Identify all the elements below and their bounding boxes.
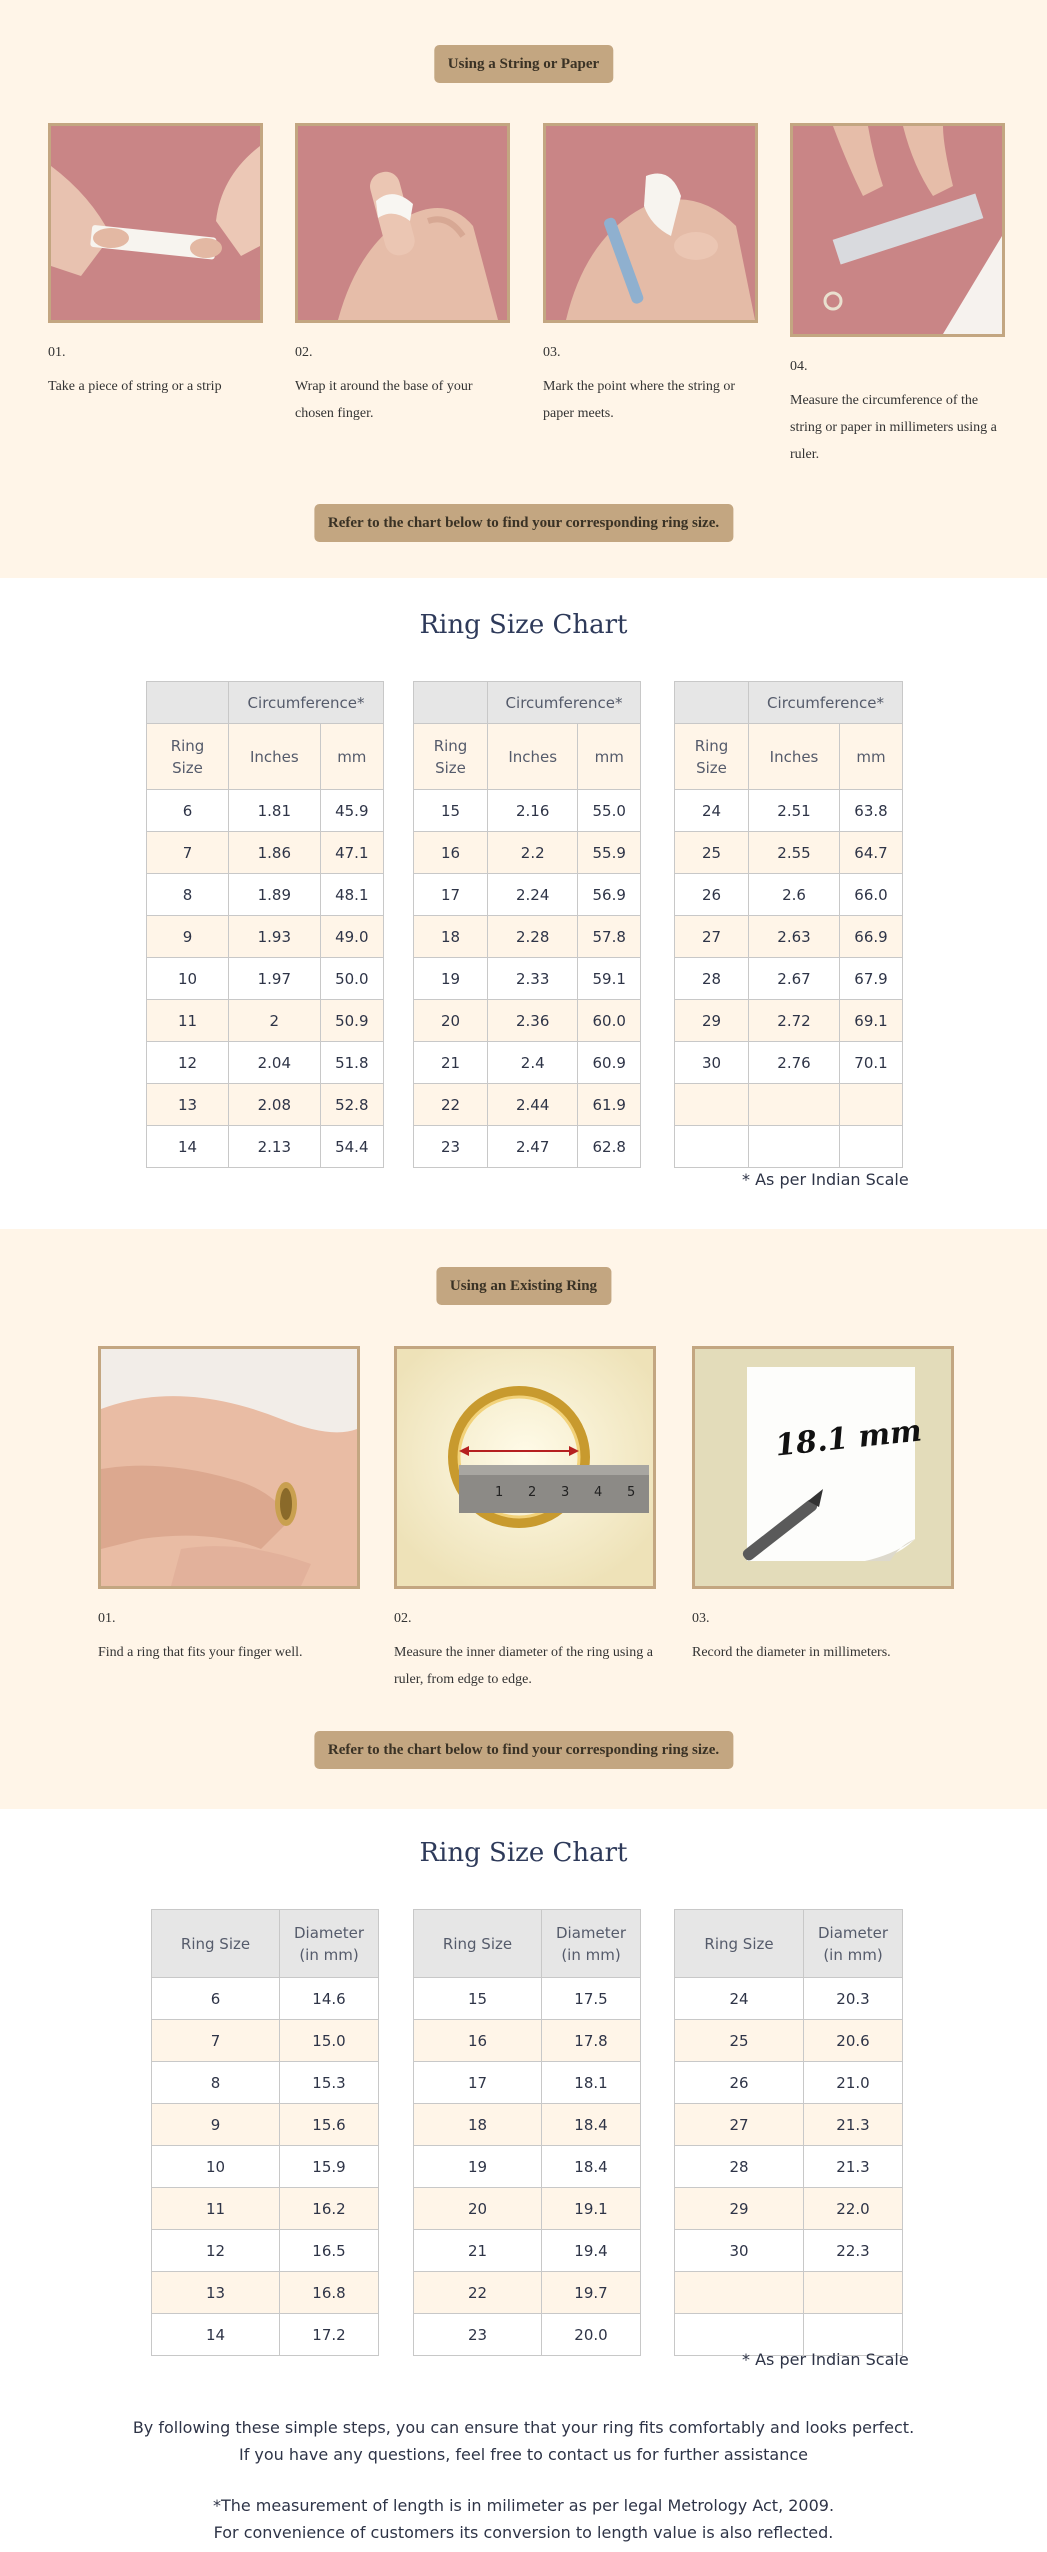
table-cell: 66.9 <box>840 916 903 958</box>
table-row <box>414 874 641 916</box>
table-cell: 15.0 <box>280 2020 379 2062</box>
chart-title: Ring Size Chart <box>419 610 628 640</box>
table-cell: 2.28 <box>488 916 578 958</box>
table-cell: 6 <box>152 1978 280 2020</box>
diameter-header-line2: (in mm) <box>299 1945 359 1964</box>
table-cell: 67.9 <box>840 958 903 1000</box>
table-cell: 49.0 <box>320 916 383 958</box>
table-cell: 2.08 <box>229 1084 321 1126</box>
table-cell: 10 <box>152 2146 280 2188</box>
table-row <box>675 2020 903 2062</box>
table-cell: 50.9 <box>320 1000 383 1042</box>
table-cell: 24 <box>675 1978 804 2020</box>
table-row <box>414 1000 641 1042</box>
ruler-mark-2: 2 <box>528 1485 537 1500</box>
table-row <box>414 916 641 958</box>
step-number: 01. <box>98 1611 116 1626</box>
ruler-mark-5: 5 <box>627 1485 636 1500</box>
table-cell: 61.9 <box>578 1084 641 1126</box>
ring-size-header: Ring Size <box>675 1910 804 1978</box>
table-cell: 2.04 <box>229 1042 321 1084</box>
diameter-header <box>280 1910 379 1978</box>
table-cell: 22.3 <box>804 2230 903 2272</box>
table-cell: 18 <box>414 916 488 958</box>
table-cell: 7 <box>147 832 229 874</box>
table-cell: 1.81 <box>229 790 321 832</box>
table-row <box>414 2020 641 2062</box>
table-cell: 28 <box>675 958 749 1000</box>
table-row <box>152 2104 379 2146</box>
ruler-mark-3: 3 <box>561 1485 570 1500</box>
table-row <box>414 790 641 832</box>
step-number: 03. <box>692 1611 710 1626</box>
step-text: Measure the inner diameter of the ring using a ruler, from edge to edge. <box>394 1645 653 1687</box>
corner-cell <box>414 682 488 724</box>
table-row <box>414 1126 641 1168</box>
table-cell: 17.8 <box>542 2020 641 2062</box>
step-text: Record the diameter in millimeters. <box>692 1645 891 1660</box>
string-step-3 <box>543 123 758 427</box>
table-cell: 6 <box>147 790 229 832</box>
table-cell: 2 <box>229 1000 321 1042</box>
table-cell: 18.1 <box>542 2062 641 2104</box>
table-row <box>147 1084 384 1126</box>
table-cell: 2.44 <box>488 1084 578 1126</box>
diameter-header <box>804 1910 903 1978</box>
table-cell: 9 <box>147 916 229 958</box>
table-cell: 21.0 <box>804 2062 903 2104</box>
table-cell: 66.0 <box>840 874 903 916</box>
ring-size-header: Ring Size <box>152 1910 280 1978</box>
circumference-table-2 <box>413 681 641 1168</box>
table-row <box>414 1978 641 2020</box>
table-cell: 47.1 <box>320 832 383 874</box>
table-row <box>414 2146 641 2188</box>
table-cell: 2.24 <box>488 874 578 916</box>
table-cell: 2.63 <box>749 916 840 958</box>
table-row <box>675 1126 903 1168</box>
table-cell: 24 <box>675 790 749 832</box>
table-cell: 59.1 <box>578 958 641 1000</box>
table-cell <box>675 1126 749 1168</box>
table-cell: 64.7 <box>840 832 903 874</box>
table-cell: 8 <box>152 2062 280 2104</box>
step-text: Wrap it around the base of your chosen finger. <box>295 379 473 421</box>
table-cell <box>675 1084 749 1126</box>
circumference-header: Circumference* <box>488 682 641 724</box>
table-cell: 16 <box>414 2020 542 2062</box>
table-cell: 27 <box>675 2104 804 2146</box>
table-cell: 25 <box>675 832 749 874</box>
table-cell <box>804 2272 903 2314</box>
table-cell: 19 <box>414 2146 542 2188</box>
table-cell: 70.1 <box>840 1042 903 1084</box>
ring-step-2 <box>394 1346 656 1693</box>
mm-header: mm <box>578 724 641 790</box>
table-cell: 20 <box>414 1000 488 1042</box>
table-cell <box>675 2272 804 2314</box>
table-row <box>147 958 384 1000</box>
table-cell: 14 <box>152 2314 280 2356</box>
table-cell: 9 <box>152 2104 280 2146</box>
table-cell: 7 <box>152 2020 280 2062</box>
indian-scale-note: * As per Indian Scale <box>742 1170 909 1189</box>
table-row <box>152 2062 379 2104</box>
table-cell: 15 <box>414 1978 542 2020</box>
indian-scale-note: * As per Indian Scale <box>742 2350 909 2369</box>
step-photo-wrap-finger <box>295 123 510 323</box>
refer-chart-banner: Refer to the chart below to find your corresponding ring size. <box>314 504 733 542</box>
table-cell: 63.8 <box>840 790 903 832</box>
table-row <box>675 2104 903 2146</box>
table-cell: 55.0 <box>578 790 641 832</box>
table-row <box>675 916 903 958</box>
diameter-table-1 <box>151 1909 379 2356</box>
table-cell: 2.33 <box>488 958 578 1000</box>
ring-step-1 <box>98 1346 360 1666</box>
diameter-header <box>542 1910 641 1978</box>
table-cell: 16.8 <box>280 2272 379 2314</box>
string-method-heading: Using a String or Paper <box>434 45 613 83</box>
step-photo-ring-ruler <box>394 1346 656 1589</box>
table-cell: 48.1 <box>320 874 383 916</box>
table-cell: 21.3 <box>804 2146 903 2188</box>
corner-cell <box>147 682 229 724</box>
table-cell: 2.6 <box>749 874 840 916</box>
table-cell: 22 <box>414 2272 542 2314</box>
footer-help-text <box>0 2414 1047 2468</box>
existing-ring-heading: Using an Existing Ring <box>436 1267 611 1305</box>
table-cell: 19 <box>414 958 488 1000</box>
table-cell: 22.0 <box>804 2188 903 2230</box>
table-cell: 14 <box>147 1126 229 1168</box>
table-cell: 2.13 <box>229 1126 321 1168</box>
diameter-header-line2: (in mm) <box>561 1945 621 1964</box>
step-text: Measure the circumference of the string or paper in millimeters using a ruler. <box>790 393 997 462</box>
ring-size-header: Ring Size <box>675 724 749 790</box>
circumference-header: Circumference* <box>749 682 903 724</box>
diameter-table-3 <box>674 1909 903 2356</box>
step-photo-string-strip <box>48 123 263 323</box>
table-cell: 11 <box>147 1000 229 1042</box>
table-cell: 52.8 <box>320 1084 383 1126</box>
ruler-mark-4: 4 <box>594 1485 603 1500</box>
circumference-table-3 <box>674 681 903 1168</box>
table-cell: 29 <box>675 1000 749 1042</box>
diameter-header-line1: Diameter <box>817 1923 889 1942</box>
table-cell: 22 <box>414 1084 488 1126</box>
table-cell <box>840 1084 903 1126</box>
table-cell: 2.36 <box>488 1000 578 1042</box>
table-cell: 11 <box>152 2188 280 2230</box>
table-cell: 19.7 <box>542 2272 641 2314</box>
table-cell: 20 <box>414 2188 542 2230</box>
circumference-table-1 <box>146 681 384 1168</box>
table-cell: 27 <box>675 916 749 958</box>
table-cell: 19.4 <box>542 2230 641 2272</box>
table-row <box>414 2272 641 2314</box>
table-cell: 16.2 <box>280 2188 379 2230</box>
table-row <box>675 1000 903 1042</box>
table-cell: 15.9 <box>280 2146 379 2188</box>
string-step-4 <box>790 123 1005 468</box>
table-row <box>675 874 903 916</box>
step-number: 03. <box>543 345 561 360</box>
table-row <box>147 874 384 916</box>
chart-title: Ring Size Chart <box>419 1838 628 1868</box>
existing-ring-section <box>0 1229 1047 1809</box>
table-cell: 21 <box>414 1042 488 1084</box>
table-cell: 69.1 <box>840 1000 903 1042</box>
table-row <box>147 832 384 874</box>
table-cell: 20.0 <box>542 2314 641 2356</box>
table-cell: 16.5 <box>280 2230 379 2272</box>
table-cell: 17 <box>414 874 488 916</box>
table-cell: 55.9 <box>578 832 641 874</box>
table-cell: 20.3 <box>804 1978 903 2020</box>
table-cell: 28 <box>675 2146 804 2188</box>
table-cell: 16 <box>414 832 488 874</box>
table-row <box>414 2230 641 2272</box>
step-photo-ruler-measure <box>790 123 1005 337</box>
table-cell: 26 <box>675 874 749 916</box>
table-row <box>147 1126 384 1168</box>
table-cell: 2.16 <box>488 790 578 832</box>
step-number: 04. <box>790 359 808 374</box>
table-row <box>147 916 384 958</box>
written-measurement: 18.1 mm <box>773 1413 924 1464</box>
ring-size-header: Ring Size <box>147 724 229 790</box>
table-row <box>414 1042 641 1084</box>
table-cell: 20.6 <box>804 2020 903 2062</box>
refer-chart-banner: Refer to the chart below to find your corresponding ring size. <box>314 1731 733 1769</box>
table-row <box>675 2230 903 2272</box>
step-photo-written-diameter <box>692 1346 954 1589</box>
table-row <box>675 2146 903 2188</box>
table-cell: 17 <box>414 2062 542 2104</box>
table-cell: 21 <box>414 2230 542 2272</box>
ruler-mark-1: 1 <box>495 1485 504 1500</box>
table-cell: 23 <box>414 2314 542 2356</box>
step-text: Find a ring that fits your finger well. <box>98 1645 303 1660</box>
table-cell: 12 <box>152 2230 280 2272</box>
inches-header: Inches <box>749 724 840 790</box>
table-row <box>675 1042 903 1084</box>
table-cell: 26 <box>675 2062 804 2104</box>
table-cell <box>840 1126 903 1168</box>
table-row <box>675 2188 903 2230</box>
ring-step-3 <box>692 1346 954 1666</box>
corner-cell <box>675 682 749 724</box>
table-cell <box>749 1084 840 1126</box>
table-cell: 60.9 <box>578 1042 641 1084</box>
diameter-header-line2: (in mm) <box>823 1945 883 1964</box>
footer-line-3: *The measurement of length is in milimeter as per legal Metrology Act, 2009. <box>212 2496 835 2515</box>
table-cell: 10 <box>147 958 229 1000</box>
footer-line-1: By following these simple steps, you can ensure that your ring fits comfortably and looks perfect. <box>132 2418 915 2437</box>
table-cell: 2.47 <box>488 1126 578 1168</box>
table-row <box>675 2272 903 2314</box>
table-cell: 51.8 <box>320 1042 383 1084</box>
table-row <box>675 1084 903 1126</box>
table-cell: 56.9 <box>578 874 641 916</box>
table-cell: 2.67 <box>749 958 840 1000</box>
table-cell: 14.6 <box>280 1978 379 2020</box>
table-cell: 1.86 <box>229 832 321 874</box>
table-cell: 18.4 <box>542 2104 641 2146</box>
table-cell: 13 <box>147 1084 229 1126</box>
step-number: 02. <box>394 1611 412 1626</box>
string-method-section <box>0 0 1047 578</box>
diameter-table-2 <box>413 1909 641 2356</box>
table-cell: 29 <box>675 2188 804 2230</box>
table-row <box>152 2272 379 2314</box>
table-cell: 23 <box>414 1126 488 1168</box>
table-cell: 2.2 <box>488 832 578 874</box>
table-cell: 18 <box>414 2104 542 2146</box>
table-row <box>414 2062 641 2104</box>
table-row <box>152 2020 379 2062</box>
string-step-2 <box>295 123 510 427</box>
table-row <box>147 1000 384 1042</box>
table-cell: 1.89 <box>229 874 321 916</box>
step-photo-ring-on-finger <box>98 1346 360 1589</box>
table-cell: 8 <box>147 874 229 916</box>
table-cell: 60.0 <box>578 1000 641 1042</box>
mm-header: mm <box>840 724 903 790</box>
step-number: 01. <box>48 345 66 360</box>
inches-header: Inches <box>488 724 578 790</box>
table-row <box>152 2188 379 2230</box>
mm-header: mm <box>320 724 383 790</box>
table-cell: 12 <box>147 1042 229 1084</box>
ring-size-header: Ring Size <box>414 1910 542 1978</box>
table-cell: 45.9 <box>320 790 383 832</box>
table-row <box>152 2230 379 2272</box>
diameter-header-line1: Diameter <box>555 1923 627 1942</box>
table-cell: 62.8 <box>578 1126 641 1168</box>
table-cell: 1.97 <box>229 958 321 1000</box>
table-cell <box>749 1126 840 1168</box>
table-row <box>414 2188 641 2230</box>
table-cell: 1.93 <box>229 916 321 958</box>
table-row <box>675 2062 903 2104</box>
table-cell: 25 <box>675 2020 804 2062</box>
footer-line-2: If you have any questions, feel free to contact us for further assistance <box>238 2445 809 2464</box>
table-row <box>675 790 903 832</box>
table-row <box>414 832 641 874</box>
table-cell: 15.3 <box>280 2062 379 2104</box>
diameter-header-line1: Diameter <box>293 1923 365 1942</box>
table-row <box>152 1978 379 2020</box>
table-row <box>147 1042 384 1084</box>
table-row <box>414 2104 641 2146</box>
table-cell: 50.0 <box>320 958 383 1000</box>
table-row <box>414 2314 641 2356</box>
ring-size-header: Ring Size <box>414 724 488 790</box>
table-cell: 2.4 <box>488 1042 578 1084</box>
step-photo-mark-string <box>543 123 758 323</box>
table-row <box>675 958 903 1000</box>
table-cell: 18.4 <box>542 2146 641 2188</box>
footer-line-4: For convenience of customers its conversion to length value is also reflected. <box>213 2523 834 2542</box>
circumference-header: Circumference* <box>229 682 384 724</box>
table-row <box>675 832 903 874</box>
table-row <box>414 958 641 1000</box>
table-row <box>152 2146 379 2188</box>
table-cell: 21.3 <box>804 2104 903 2146</box>
table-row <box>414 1084 641 1126</box>
table-cell: 2.72 <box>749 1000 840 1042</box>
table-cell: 2.55 <box>749 832 840 874</box>
step-text: Mark the point where the string or paper meets. <box>543 379 736 421</box>
table-cell: 2.51 <box>749 790 840 832</box>
table-cell: 54.4 <box>320 1126 383 1168</box>
table-cell: 30 <box>675 2230 804 2272</box>
table-cell: 13 <box>152 2272 280 2314</box>
table-cell: 19.1 <box>542 2188 641 2230</box>
table-cell: 57.8 <box>578 916 641 958</box>
table-cell: 30 <box>675 1042 749 1084</box>
table-cell: 2.76 <box>749 1042 840 1084</box>
table-cell: 17.2 <box>280 2314 379 2356</box>
table-cell: 15 <box>414 790 488 832</box>
step-number: 02. <box>295 345 313 360</box>
inches-header: Inches <box>229 724 321 790</box>
table-cell: 15.6 <box>280 2104 379 2146</box>
table-row <box>675 1978 903 2020</box>
footer-legal-text <box>0 2492 1047 2546</box>
table-cell: 17.5 <box>542 1978 641 2020</box>
table-row <box>147 790 384 832</box>
step-text: Take a piece of string or a strip <box>48 379 222 394</box>
table-row <box>152 2314 379 2356</box>
string-step-1 <box>48 123 263 400</box>
